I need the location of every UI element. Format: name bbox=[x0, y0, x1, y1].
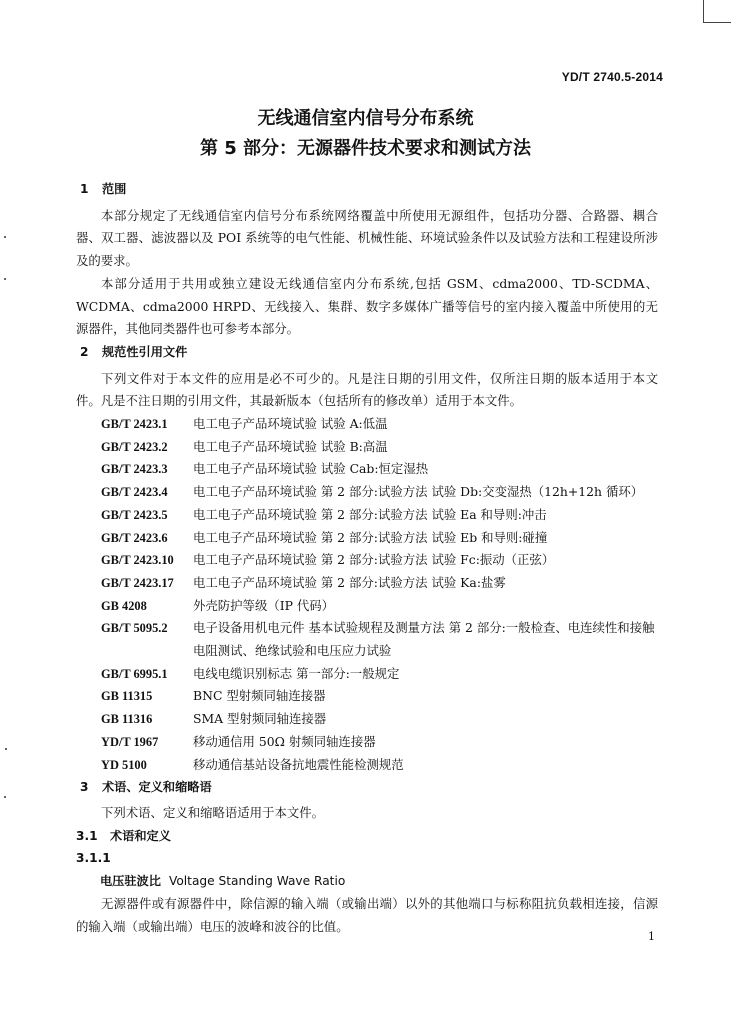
reference-title: 电工电子产品环境试验 第 2 部分:试验方法 试验 Ea 和导则:冲击 bbox=[193, 506, 547, 522]
subsection-number: 3.1 bbox=[76, 828, 98, 843]
section-number: 3 bbox=[80, 780, 89, 795]
section-heading bbox=[76, 776, 658, 799]
reference-item bbox=[76, 436, 658, 459]
reference-item bbox=[76, 481, 658, 504]
scan-speck bbox=[4, 278, 6, 280]
subsection-heading bbox=[76, 847, 658, 870]
reference-item bbox=[76, 708, 658, 731]
paragraph: 下列文件对于本文件的应用是必不可少的。凡是注日期的引用文件，仅所注日期的版本适用于本文件。凡是不注日期的引用文件，其最新版本（包括所有的修改单）适用于本文件。 bbox=[76, 370, 658, 409]
reference-item bbox=[76, 685, 658, 708]
document-title: 无线通信室内信号分布系统 bbox=[257, 108, 474, 129]
reference-code: GB 11315 bbox=[101, 689, 153, 704]
section-heading bbox=[76, 341, 658, 364]
reference-item bbox=[76, 663, 658, 686]
scan-border-line bbox=[703, 22, 731, 23]
reference-item bbox=[76, 572, 658, 595]
section-title: 范围 bbox=[102, 182, 127, 196]
reference-item bbox=[76, 754, 658, 777]
section-heading bbox=[76, 178, 658, 201]
reference-code: GB/T 6995.1 bbox=[101, 666, 168, 681]
subsection-number: 3.1.1 bbox=[76, 851, 111, 866]
scan-speck bbox=[4, 236, 6, 238]
reference-item bbox=[76, 549, 658, 572]
section-number: 1 bbox=[80, 182, 89, 196]
reference-list bbox=[76, 413, 658, 776]
reference-title: 移动通信基站设备抗地震性能检测规范 bbox=[193, 756, 404, 772]
reference-code: GB/T 2423.5 bbox=[101, 507, 168, 522]
reference-title: 电子设备用机电元件 基本试验规程及测量方法 第 2 部分:一般检查、电连续性和接触电阻测试、绝缘试验和电压应力试验 bbox=[193, 620, 655, 659]
term-chinese: 电压驻波比 bbox=[100, 874, 161, 889]
reference-code: GB/T 2423.2 bbox=[101, 439, 168, 454]
reference-title: 电工电子产品环境试验 第 2 部分:试验方法 试验 Eb 和导则:碰撞 bbox=[193, 529, 548, 545]
reference-code: GB 11316 bbox=[101, 712, 153, 727]
reference-code: GB/T 2423.6 bbox=[101, 530, 168, 545]
paragraph: 下列术语、定义和缩略语适用于本文件。 bbox=[101, 804, 325, 820]
reference-title: 移动通信用 50Ω 射频同轴连接器 bbox=[193, 733, 376, 749]
reference-item bbox=[76, 527, 658, 550]
reference-code: GB/T 2423.10 bbox=[101, 553, 174, 568]
reference-code: GB/T 5095.2 bbox=[101, 621, 168, 636]
section-title: 术语、定义和缩略语 bbox=[102, 780, 212, 795]
document-code: YD/T 2740.5-2014 bbox=[561, 70, 663, 84]
page-number: 1 bbox=[648, 930, 655, 943]
reference-title: BNC 型射频同轴连接器 bbox=[193, 688, 326, 704]
reference-code: YD/T 1967 bbox=[101, 734, 159, 749]
scan-border-line bbox=[703, 0, 704, 22]
reference-code: GB/T 2423.3 bbox=[101, 462, 168, 477]
reference-title: 电工电子产品环境试验 第 2 部分:试验方法 试验 Fc:振动（正弦） bbox=[193, 552, 555, 568]
reference-item bbox=[76, 458, 658, 481]
reference-item bbox=[76, 731, 658, 754]
reference-item bbox=[76, 595, 658, 618]
reference-code: GB/T 2423.1 bbox=[101, 417, 168, 432]
reference-title: SMA 型射频同轴连接器 bbox=[193, 711, 327, 727]
document-body bbox=[76, 178, 658, 938]
reference-code: YD 5100 bbox=[101, 757, 147, 772]
reference-code: GB/T 2423.4 bbox=[101, 485, 168, 500]
reference-title: 电工电子产品环境试验 试验 B:高温 bbox=[193, 438, 388, 454]
document-subtitle: 第 5 部分：无源器件技术要求和测试方法 bbox=[199, 138, 532, 159]
scan-speck bbox=[5, 748, 7, 750]
reference-code: GB/T 2423.17 bbox=[101, 575, 174, 590]
subsection-heading bbox=[76, 825, 658, 848]
reference-item bbox=[76, 413, 658, 436]
term-english: Voltage Standing Wave Ratio bbox=[168, 874, 346, 889]
paragraph: 本部分规定了无线通信室内信号分布系统网络覆盖中所使用无源组件，包括功分器、合路器、耦合器、双工器、滤波器以及 POI 系统等的电气性能、机械性能、环境试验条件以及试验方法和工程建设所涉及的要求。 bbox=[76, 207, 658, 269]
reference-title: 电工电子产品环境试验 试验 Cab:恒定湿热 bbox=[193, 461, 429, 477]
reference-title: 电工电子产品环境试验 试验 A:低温 bbox=[193, 416, 388, 432]
reference-code: GB 4208 bbox=[101, 598, 147, 613]
scan-speck bbox=[4, 796, 6, 798]
term-definition: 无源器件或有源器件中，除信源的输入端（或输出端）以外的其他端口与标称阻抗负载相连接，信源的输入端（或输出端）电压的波峰和波谷的比值。 bbox=[76, 895, 658, 934]
subsection-title: 术语和定义 bbox=[110, 828, 171, 843]
section-number: 2 bbox=[80, 344, 89, 359]
reference-title: 外壳防护等级（IP 代码） bbox=[193, 597, 335, 613]
reference-item bbox=[76, 617, 658, 662]
section-title: 规范性引用文件 bbox=[102, 344, 188, 359]
reference-item bbox=[76, 504, 658, 527]
paragraph: 本部分适用于共用或独立建设无线通信室内分布系统,包括 GSM、cdma2000、TD-SCDMA、WCDMA、cdma2000 HRPD、无线接入、集群、数字多媒体广播等信号的室内接入覆盖中所使用的无源器件，其他同类器件也可参考本部分。 bbox=[76, 275, 658, 337]
term-entry bbox=[76, 870, 658, 893]
reference-title: 电工电子产品环境试验 第 2 部分:试验方法 试验 Ka:盐雾 bbox=[193, 574, 506, 590]
reference-title: 电工电子产品环境试验 第 2 部分:试验方法 试验 Db:交变湿热（12h+12h 循环） bbox=[193, 484, 644, 500]
reference-title: 电线电缆识别标志 第一部分:一般规定 bbox=[193, 665, 400, 681]
